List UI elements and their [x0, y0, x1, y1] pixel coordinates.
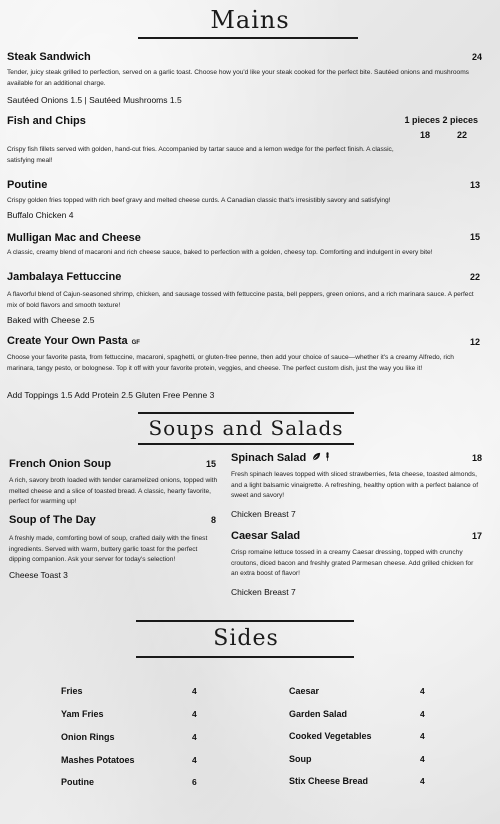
item-price: 12	[469, 337, 480, 347]
item-name: Fish and Chips	[7, 115, 86, 127]
item-description: A flavorful blend of Cajun-seasoned shrimp, chicken, and sausage tossed with fettuccine pasta, bell peppers, green onions, and a rich marinara sauce. A perfect mix of bold flavors and smooth texture!	[7, 291, 474, 309]
item-price: 15	[469, 232, 480, 242]
item-name	[7, 335, 140, 347]
item-addons: Add Toppings 1.5 Add Protein 2.5 Gluten Free Penne 3	[7, 390, 215, 400]
item-description: A classic, creamy blend of macaroni and rich cheese sauce, baked to perfection with a golden, cheesy top. Comforting and indulgent in every bite!	[7, 249, 433, 256]
soups-title: Soups and Salads	[148, 416, 344, 440]
item-addons: Chicken Breast 7	[231, 587, 296, 597]
item-name: Soup of The Day	[9, 514, 96, 526]
item-description: Fresh spinach leaves topped with sliced strawberries, feta cheese, toasted almonds, and a light balsamic vinaigrette. A refreshing, healthy option with a perfect balance of sweet and savory!	[231, 471, 479, 499]
item-name-text: Create Your Own Pasta	[7, 335, 128, 347]
side-item-name: Mashes Potatoes	[61, 755, 135, 765]
item-name: French Onion Soup	[9, 458, 112, 470]
item-name: Poutine	[7, 179, 48, 191]
side-item-name: Stix Cheese Bread	[289, 776, 369, 786]
item-description: Tender, juicy steak grilled to perfection, served on a garlic toast. Choose how you'd like your steak cooked for the perfect bite. Sautéed onions and mushrooms available for an additional charge.	[7, 69, 469, 87]
item-description: Crispy golden fries topped with rich beef gravy and melted cheese curds. A Canadian classic that's irresistibly savory and satisfying!	[7, 197, 391, 204]
side-item-price: 4	[420, 731, 425, 741]
item-description: A rich, savory broth loaded with tender caramelized onions, topped with melted cheese and a slice of toasted bread. A classic, hearty favorite, perfect for warming up!	[9, 477, 218, 505]
item-description: Choose your favorite pasta, from fettuccine, macaroni, spaghetti, or gluten-free penne, then add your choice of sauce—whether it's a creamy Alfredo, rich marinara, tangy pesto, or bolognese. Top it off with your favorite protein, veggies, and cheese. The perfect custom dish, just the way you like it!	[7, 354, 454, 372]
side-item-name: Onion Rings	[61, 732, 115, 742]
item-name: Caesar Salad	[231, 530, 301, 542]
item-price: 15	[205, 459, 216, 469]
mains-title-rule	[138, 37, 358, 39]
item-price: 22	[469, 272, 480, 282]
item-price: 8	[210, 515, 216, 525]
side-item-name: Cooked Vegetables	[289, 731, 372, 741]
item-name-text: Spinach Salad	[231, 452, 307, 464]
item-price: 18	[419, 130, 430, 140]
side-item-name: Poutine	[61, 777, 94, 787]
item-addons: Baked with Cheese 2.5	[7, 315, 95, 325]
item-price: 18	[471, 453, 482, 463]
side-item-price: 4	[420, 754, 425, 764]
wheat-icon	[324, 452, 331, 464]
side-item-name: Caesar	[289, 686, 320, 696]
price-label: 1 pieces	[404, 115, 440, 125]
item-price: 24	[471, 52, 482, 62]
item-addons: Cheese Toast 3	[9, 570, 68, 580]
side-item-price: 6	[192, 777, 197, 787]
mains-title: Mains	[210, 6, 290, 34]
item-name: Steak Sandwich	[7, 51, 91, 63]
side-item-price: 4	[192, 755, 197, 765]
item-description: Crispy fish fillets served with golden, hand-cut fries. Accompanied by tartar sauce and a lemon wedge for the perfect finish. A classic, satisfying meal!	[7, 146, 394, 164]
item-addons: Buffalo Chicken 4	[7, 210, 74, 220]
sides-title: Sides	[213, 626, 279, 651]
leaf-icon	[312, 452, 321, 464]
side-item-price: 4	[420, 709, 425, 719]
side-item-price: 4	[192, 686, 197, 696]
price-label: 2 pieces	[442, 115, 478, 125]
gluten-free-tag: GF	[131, 340, 140, 346]
item-name: Jambalaya Fettuccine	[7, 271, 122, 283]
item-addons: Chicken Breast 7	[231, 509, 296, 519]
side-item-price: 4	[420, 776, 425, 786]
side-item-name: Fries	[61, 686, 83, 696]
sides-title-top-rule	[136, 620, 354, 622]
sides-title-bottom-rule	[136, 656, 354, 658]
soups-title-bottom-rule	[138, 443, 354, 445]
side-item-name: Soup	[289, 754, 312, 764]
side-item-price: 4	[192, 732, 197, 742]
item-price: 22	[456, 130, 467, 140]
soups-title-top-rule	[138, 412, 354, 414]
item-price: 17	[471, 531, 482, 541]
item-name: Mulligan Mac and Cheese	[7, 232, 141, 244]
item-description: A freshly made, comforting bowl of soup, crafted daily with the finest ingredients. Served with warm, buttery garlic toast for the perfect dipping companion. Ask your server for today's selection!	[9, 535, 208, 563]
side-item-price: 4	[420, 686, 425, 696]
side-item-name: Yam Fries	[61, 709, 104, 719]
item-description: Crisp romaine lettuce tossed in a creamy Caesar dressing, topped with crunchy croutons, diced bacon and freshly grated Parmesan cheese. Add grilled chicken for an extra boost of flavor!	[231, 549, 474, 577]
side-item-name: Garden Salad	[289, 709, 348, 719]
item-addons: Sautéed Onions 1.5 | Sautéed Mushrooms 1.5	[7, 95, 182, 105]
item-name	[231, 452, 331, 464]
item-price: 13	[469, 180, 480, 190]
side-item-price: 4	[192, 709, 197, 719]
